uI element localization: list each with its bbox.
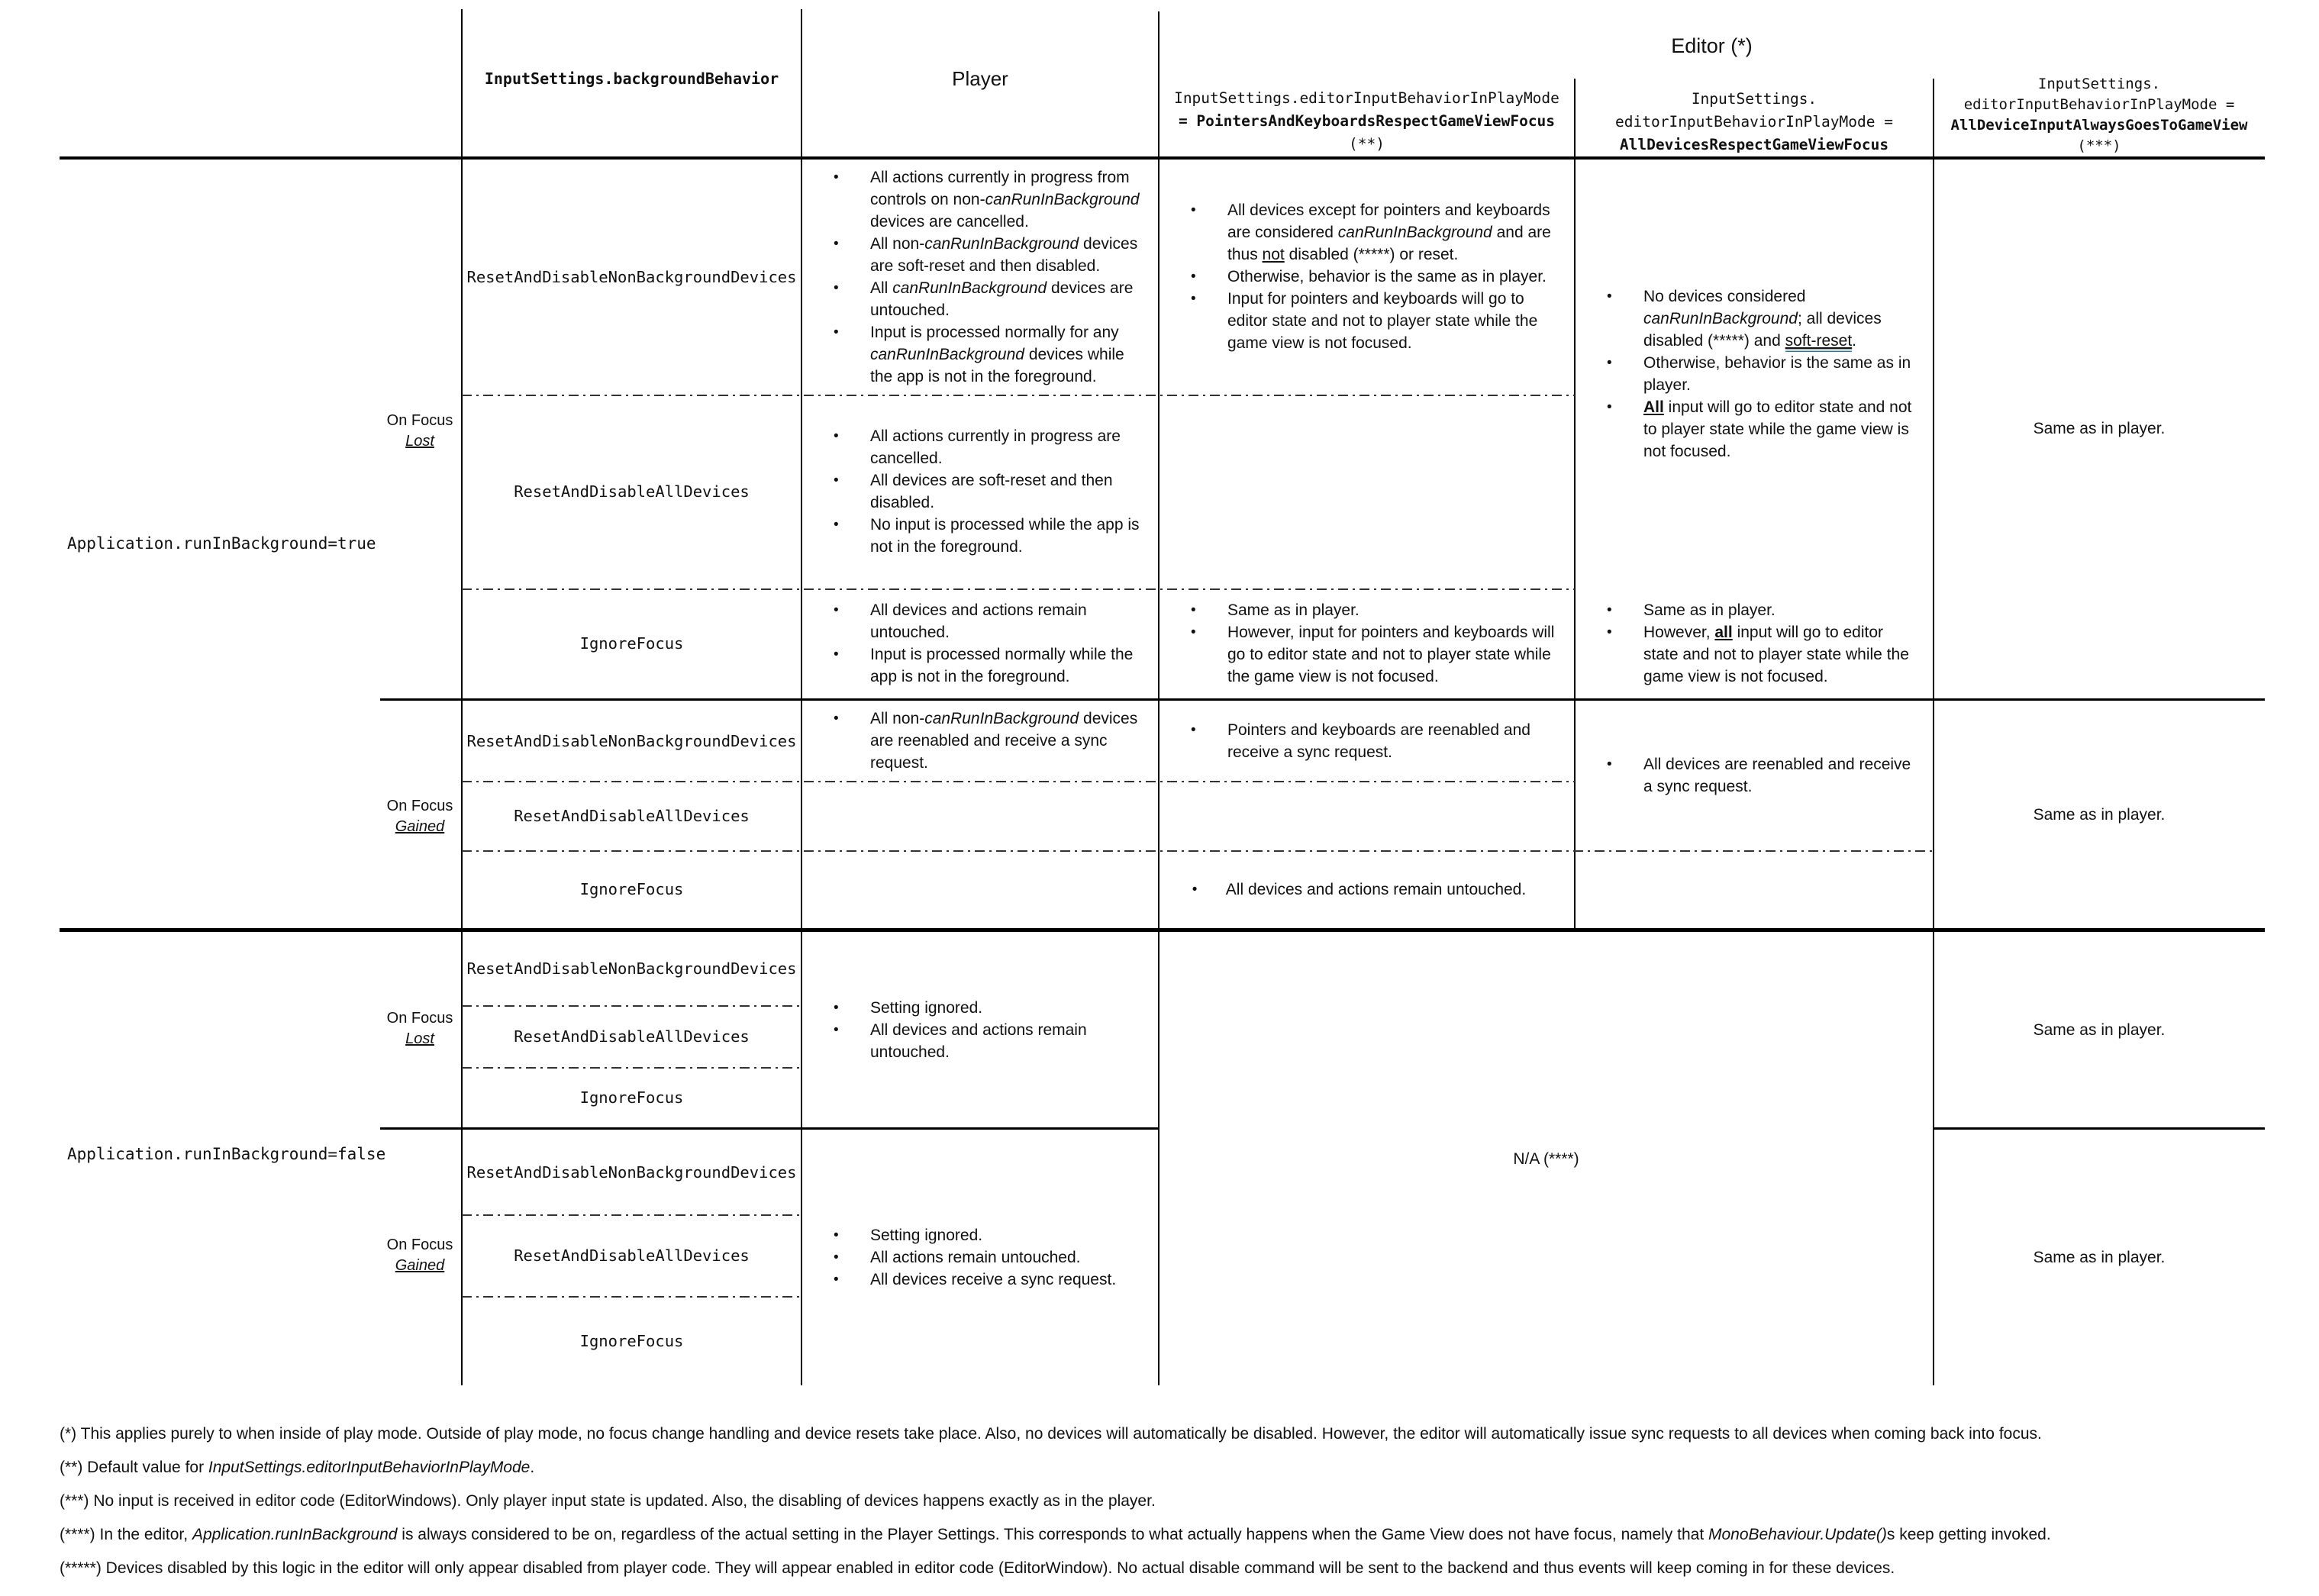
bullet-text [1643, 753, 1934, 798]
bullet-item [801, 1246, 1159, 1269]
bullet-text [870, 277, 1159, 321]
bullet-text [870, 708, 1159, 774]
cell-false-editor-na: N/A (****) [1513, 1149, 1579, 1168]
text-segment: disabled (*****) or reset. [1284, 246, 1459, 263]
bullet-marker: • [1191, 202, 1196, 218]
text-segment: input will go to editor state and not to player state while the game view is not focused. [1643, 398, 1912, 460]
cell-true-lost-alldevices-editor [1575, 159, 1934, 588]
text-segment: is always considered to be on, regardless of the actual setting in the Player Settings. This corresponds to what actually happens when the Game View does not have focus, namely that [397, 1526, 1708, 1543]
bullet-item [801, 425, 1159, 469]
bullet-item [801, 277, 1159, 321]
behavior-reset-non-bg-true-lost: ResetAndDisableNonBackgroundDevices [466, 267, 797, 286]
bullet-text [1227, 199, 1575, 266]
bullet-marker: • [1607, 398, 1612, 415]
cell-true-lost-resetnonbg-player [801, 159, 1159, 395]
text-segment: MonoBehaviour.Update() [1708, 1526, 1887, 1543]
text-segment: (*) This applies purely to when inside of play mode. Outside of play mode, no focus change handling and device resets take place. Also, no devices will automatically be disabled. However, the editor will automatically issue sync requests to all devices when coming back into focus. [60, 1425, 2042, 1443]
bullet-marker: • [1191, 602, 1196, 618]
text-segment: All devices and actions remain untouched. [870, 1020, 1087, 1061]
bullet-marker: • [834, 711, 839, 727]
cell-same-as-player-false-lost: Same as in player. [2033, 1020, 2166, 1039]
text-segment: Setting ignored. [870, 1227, 983, 1244]
bullet-item [801, 643, 1159, 688]
bullet-item [1575, 396, 1934, 463]
bullet-marker: • [1191, 624, 1196, 640]
behavior-reset-all-false-lost: ResetAndDisableAllDevices [514, 1027, 750, 1046]
cell-same-as-player-false-gained: Same as in player. [2033, 1249, 2166, 1266]
text-segment: canRunInBackground [892, 279, 1047, 297]
bullet-marker: • [1607, 354, 1612, 371]
bullet-marker: • [834, 472, 839, 488]
text-segment: devices are reenabled and receive a sync request. [870, 710, 1138, 772]
text-segment: canRunInBackground [1337, 224, 1492, 241]
text-segment: devices are soft-reset and then disabled. [870, 234, 1138, 275]
bullet-text [870, 233, 1159, 277]
bullet-text [1643, 285, 1934, 352]
cell-true-gained-resetnonbg-player [801, 701, 1159, 781]
behavior-reset-all-true-gained: ResetAndDisableAllDevices [514, 806, 750, 825]
footnote-4 [60, 1525, 2051, 1545]
text-segment: All devices are soft-reset and then disabled. [870, 472, 1113, 511]
text-segment: All actions remain untouched. [870, 1249, 1081, 1266]
text-segment: ; all devices disabled (*****) and [1643, 309, 1882, 350]
header-background-behavior: InputSettings.backgroundBehavior [484, 69, 779, 88]
text-segment: devices are cancelled. [870, 212, 1029, 231]
text-segment: All devices and actions remain untouched. [1225, 880, 1527, 898]
bullet-text [870, 997, 1159, 1019]
bullet-text [870, 1019, 1159, 1063]
text-segment: Input is processed normally for any [870, 323, 1119, 341]
bullet-text [870, 1269, 1159, 1291]
bullet-text [870, 514, 1159, 558]
cell-false-gained-player [801, 1130, 1159, 1385]
bullet-text [1226, 879, 1543, 901]
bullet-text [870, 469, 1159, 514]
bullet-item [801, 321, 1159, 388]
bullet-text [870, 321, 1159, 388]
bullet-marker: • [1192, 881, 1198, 898]
bullet-item [1575, 285, 1934, 352]
text-segment: All [870, 279, 893, 297]
bullet-marker: • [834, 169, 839, 185]
text-segment: All devices are reenabled and receive a sync request. [1643, 756, 1911, 795]
bullet-item [1575, 753, 1934, 798]
bullet-text [870, 599, 1159, 643]
text-segment: Application.runInBackground [192, 1526, 398, 1543]
bullet-text [870, 166, 1159, 233]
text-segment: canRunInBackground [924, 710, 1079, 727]
row-label-on-focus-gained-true: On Focus Gained [386, 798, 453, 835]
text-segment: all [1714, 624, 1733, 641]
bullet-text [1643, 396, 1934, 463]
bullet-item [1159, 621, 1575, 688]
text-segment: All devices except for pointers and keyboards are considered [1227, 202, 1550, 241]
bullet-text [870, 425, 1159, 469]
bullet-marker: • [1607, 602, 1612, 618]
bullet-marker: • [834, 235, 839, 252]
text-segment: All devices and actions remain untouched. [870, 601, 1087, 641]
bullet-text [1227, 719, 1575, 763]
behavior-ignore-false-gained: IgnoreFocus [579, 1331, 684, 1350]
text-segment: and are thus [1227, 224, 1551, 263]
bullet-item [801, 469, 1159, 514]
footnote-5 [60, 1559, 1895, 1578]
bullet-marker: • [1191, 721, 1196, 738]
text-segment: . [530, 1459, 535, 1476]
bullet-item [1575, 621, 1934, 688]
header-player: Player [952, 66, 1008, 90]
header-pointers-respect-focus: InputSettings.editorInputBehaviorInPlayMode = PointersAndKeyboardsRespectGameViewFocus (**) [1174, 89, 1559, 153]
bullet-item [801, 233, 1159, 277]
bullet-item [801, 1224, 1159, 1246]
bullet-marker: • [834, 517, 839, 533]
row-label-on-focus-lost-false: On Focus Lost [386, 1010, 453, 1047]
footnote-3 [60, 1491, 1156, 1511]
text-segment: Otherwise, behavior is the same as in player. [1227, 268, 1547, 285]
bullet-marker: • [834, 999, 839, 1016]
bullet-marker: • [1191, 269, 1196, 285]
cell-true-lost-resetnonbg-pointers [1159, 159, 1575, 395]
bullet-text [870, 643, 1159, 688]
bullet-item [1575, 599, 1934, 621]
text-segment: Input is processed normally while the app is not in the foreground. [870, 646, 1134, 685]
behavior-ignore-true-lost: IgnoreFocus [579, 634, 684, 653]
header-all-devices-respect-focus: InputSettings. editorInputBehaviorInPlayMode = AllDevicesRespectGameViewFocus [1615, 90, 1893, 153]
bullet-marker: • [834, 1272, 839, 1288]
bullet-text [1643, 352, 1934, 396]
bullet-item [1159, 288, 1575, 354]
text-segment: All actions currently in progress are cancelled. [870, 427, 1121, 467]
bullet-marker: • [834, 324, 839, 340]
text-segment: InputSettings.editorInputBehaviorInPlayMode [208, 1459, 531, 1476]
bullet-item [801, 599, 1159, 643]
bullet-marker: • [834, 602, 839, 618]
text-segment: No devices considered [1643, 287, 1806, 305]
row-label-on-focus-lost-true: On Focus Lost [386, 412, 453, 450]
bullet-marker: • [1607, 756, 1612, 772]
bullet-item [801, 708, 1159, 774]
bullet-marker: • [834, 1249, 839, 1266]
bullet-text [1227, 621, 1575, 688]
bullet-item [1159, 199, 1575, 266]
bullet-item [801, 1019, 1159, 1063]
bullet-item [801, 166, 1159, 233]
bullet-marker: • [1607, 624, 1612, 640]
bullet-item [801, 997, 1159, 1019]
text-segment: not [1262, 246, 1285, 263]
behavior-reset-all-true-lost: ResetAndDisableAllDevices [514, 482, 750, 501]
bullet-item [801, 514, 1159, 558]
row-label-run-in-background-true: Application.runInBackground=true [67, 534, 376, 553]
cell-true-lost-resetall-player [801, 395, 1159, 588]
cell-same-as-player-true-gained: Same as in player. [2033, 805, 2166, 824]
cell-false-lost-player [801, 932, 1159, 1127]
cell-true-lost-ignore-alldevices [1575, 588, 1934, 698]
behavior-reset-non-bg-false-gained: ResetAndDisableNonBackgroundDevices [466, 1162, 797, 1182]
bullet-text [1227, 599, 1575, 621]
cell-same-as-player-true-lost: Same as in player. [2033, 420, 2166, 437]
bullet-item [1159, 599, 1575, 621]
text-segment: Input for pointers and keyboards will go to editor state and not to player state while the game view is not focused. [1227, 290, 1538, 352]
text-segment: Same as in player. [1227, 601, 1359, 619]
bullet-text [1227, 266, 1575, 288]
text-segment: (***) No input is received in editor code (EditorWindows). Only player input state is updated. Also, the disabling of devices happens exactly as in the player. [60, 1492, 1156, 1510]
text-segment: (*****) Devices disabled by this logic in the editor will only appear disabled from player code. They will appear enabled in editor code (EditorWindow). No actual disable command will be sent to the backend and thus events will keep coming in for these devices. [60, 1559, 1895, 1577]
bullet-marker: • [834, 1227, 839, 1243]
row-label-run-in-background-false: Application.runInBackground=false [67, 1145, 386, 1163]
text-segment: canRunInBackground [924, 234, 1079, 253]
text-segment: s keep getting invoked. [1886, 1526, 2051, 1543]
bullet-text [1643, 621, 1934, 688]
text-segment: input will go to editor state and not to player state while the game view is not focused. [1643, 624, 1909, 685]
bullet-marker: • [834, 279, 839, 296]
bullet-marker: • [834, 1021, 839, 1038]
text-segment: canRunInBackground [985, 190, 1140, 208]
row-label-on-focus-gained-false: On Focus Gained [386, 1236, 453, 1274]
text-segment: Otherwise, behavior is the same as in player. [1643, 353, 1911, 394]
bullet-marker: • [1191, 291, 1196, 307]
bullet-item [1159, 266, 1575, 288]
bullet-text [1227, 288, 1575, 354]
text-segment: canRunInBackground [870, 345, 1024, 363]
text-segment: Setting ignored. [870, 998, 983, 1017]
text-segment: (****) In the editor, [60, 1526, 192, 1543]
cell-true-gained-alldevices-editor [1575, 701, 1934, 850]
header-all-input-to-gameview: InputSettings. editorInputBehaviorInPlayMode = AllDeviceInputAlwaysGoesToGameView (***) [1950, 76, 2248, 154]
text-segment: However, input for pointers and keyboards will go to editor state and not to player state while the game view is not focused. [1227, 624, 1555, 685]
behavior-reset-all-false-gained: ResetAndDisableAllDevices [514, 1246, 750, 1265]
bullet-marker: • [1607, 288, 1612, 305]
text-segment: All non- [870, 710, 925, 727]
cell-true-gained-ignore-merged [801, 850, 1934, 928]
bullet-item [801, 1269, 1159, 1291]
header-editor-group [1159, 29, 2265, 63]
text-segment: canRunInBackground [1643, 309, 1798, 327]
text-segment: All non- [870, 234, 925, 253]
cell-true-gained-resetnonbg-pointers [1159, 701, 1575, 781]
bullet-text [870, 1224, 1159, 1246]
text-segment: All actions currently in progress from controls on non- [870, 168, 1130, 208]
text-segment: (**) Default value for [60, 1459, 208, 1476]
text-segment: Same as in player. [1643, 601, 1776, 619]
footnote-1 [60, 1424, 2042, 1444]
header-editor-group-label: Editor (*) [1671, 34, 1753, 57]
bullet-text [870, 1246, 1159, 1269]
text-segment: devices while the app is not in the foreground. [870, 345, 1124, 385]
footnote-2 [60, 1458, 534, 1478]
bullet-item [1159, 719, 1575, 763]
behavior-ignore-true-gained: IgnoreFocus [579, 880, 684, 898]
bullet-marker: • [834, 428, 839, 444]
behavior-reset-non-bg-false-lost: ResetAndDisableNonBackgroundDevices [466, 959, 797, 978]
text-segment: devices are untouched. [870, 279, 1134, 319]
text-segment: . [1852, 331, 1856, 350]
text-segment: All devices receive a sync request. [870, 1271, 1117, 1288]
bullet-text [1643, 599, 1934, 621]
cell-true-lost-ignore-pointers [1159, 588, 1575, 698]
text-segment: However, [1643, 624, 1715, 641]
behavior-reset-non-bg-true-gained: ResetAndDisableNonBackgroundDevices [466, 731, 797, 750]
bullet-item [1192, 879, 1543, 901]
bullet-marker: • [834, 646, 839, 663]
behavior-ignore-false-lost: IgnoreFocus [579, 1088, 684, 1107]
bullet-item [1575, 352, 1934, 396]
text-segment: Pointers and keyboards are reenabled and receive a sync request. [1227, 721, 1530, 761]
text-segment: No input is processed while the app is not in the foreground. [870, 516, 1140, 556]
text-segment: soft-reset [1785, 332, 1853, 352]
cell-true-lost-ignore-player [801, 588, 1159, 698]
text-segment: All [1643, 398, 1664, 416]
